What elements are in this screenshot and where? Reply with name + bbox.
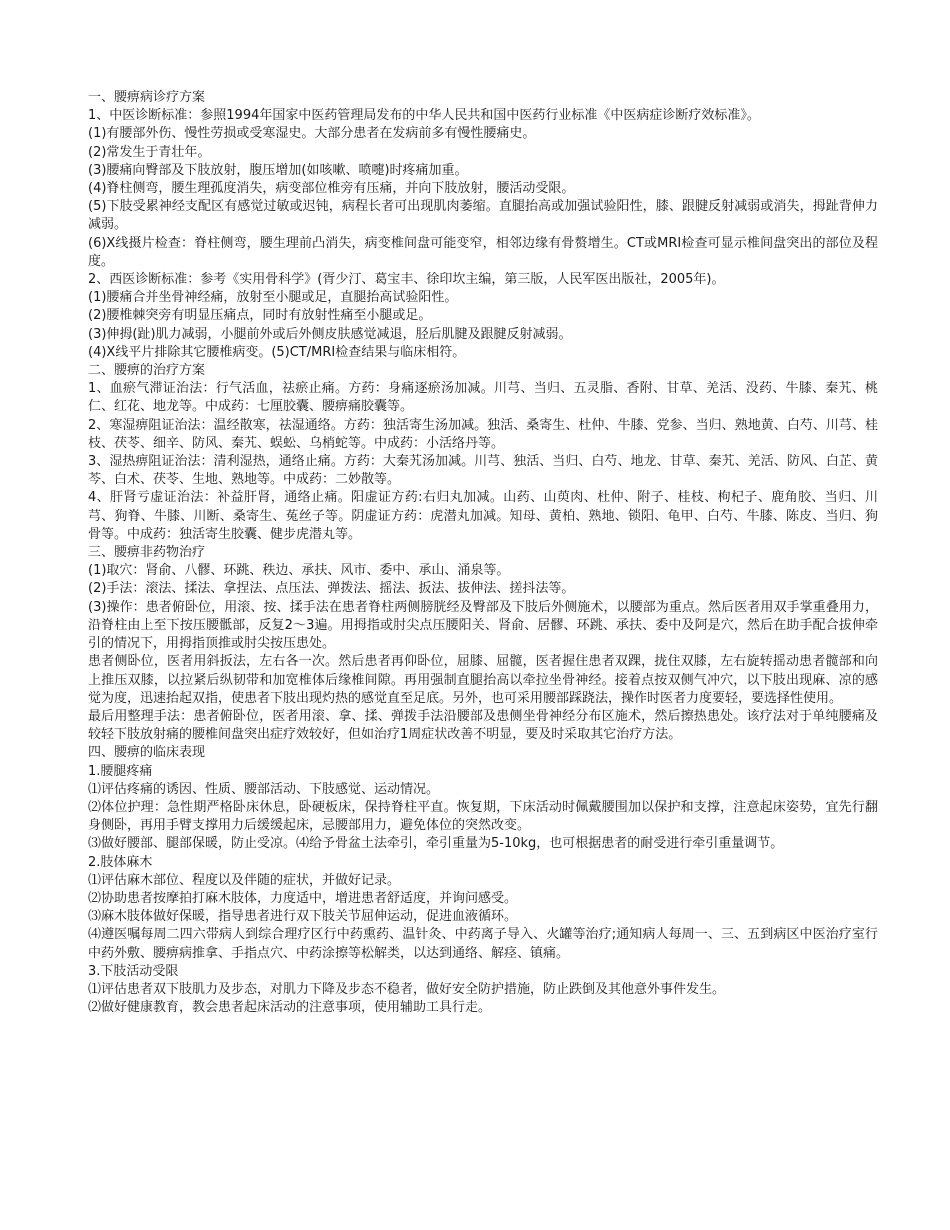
- paragraph: 最后用整理手法：患者俯卧位，医者用滚、拿、揉、弹拨手法沿腰部及患侧坐骨神经分布区施术，然后擦热患处。该疗法对于单纯腰痛及较轻下肢放射痛的腰椎间盘突出症疗效较好，但如治疗1周症状改善不明显，要及时采取其它治疗方法。: [88, 708, 878, 743]
- paragraph: (4)脊柱侧弯，腰生理孤度消失，病变部位椎旁有压痛，并向下肢放射，腰活动受限。: [88, 181, 575, 197]
- paragraph: (3)操作：患者俯卧位，用滚、按、揉手法在患者脊柱两侧膀胱经及臀部及下肢后外侧施术，以腰部为重点。然后医者用双手掌重叠用力，沿脊柱由上至下按压腰骶部，反复2～3遍。用拇指或肘尖点压腰阳关、肾俞、居髎、环跳、承扶、委中及阿是穴，然后在助手配合拔伸牵引的情况下，用拇指顶推或肘尖按压患处。: [88, 599, 878, 652]
- paragraph: (5)下肢受累神经支配区有感觉过敏或迟钝，病程长者可出现肌肉萎缩。直腿抬高或加强试验阳性，膝、跟腱反射减弱或消失，拇趾背伸力减弱。: [88, 199, 878, 233]
- subsection-heading: 3.下肢活动受限: [88, 963, 179, 979]
- paragraph: ⑴评估疼痛的诱因、性质、腰部活动、下肢感觉、运动情况。: [88, 781, 440, 797]
- paragraph: (3)伸拇(趾)肌力减弱，小腿前外或后外侧皮肤感觉减退，胫后肌腱及跟腱反射减弱。: [88, 326, 572, 342]
- section-heading-2: 二、腰痹的治疗方案: [88, 363, 206, 379]
- paragraph: (2)腰椎棘突旁有明显压痛点，同时有放射性痛至小腿或足。: [88, 308, 432, 324]
- paragraph: ⑴评估麻木部位、程度以及伴随的症状，并做好记录。: [88, 872, 401, 888]
- paragraph: (2)常发生于青壮年。: [88, 144, 211, 160]
- paragraph: ⑶做好腰部、腿部保暖，防止受凉。⑷给予骨盆土法牵引，牵引重量为5-10kg，也可根据患者的耐受进行牵引重量调节。: [88, 836, 784, 852]
- paragraph: 2、寒湿痹阻证治法：温经散寒，祛湿通络。方药：独活寄生汤加减。独活、桑寄生、杜仲、牛膝、党参、当归、熟地黄、白芍、川芎、桂枝、茯苓、细辛、防风、秦艽、蜈蚣、乌梢蛇等。中成药：小活络丹等。: [88, 417, 878, 451]
- subsection-heading: 2.肢体麻木: [88, 854, 153, 870]
- paragraph: (1)取穴：肾俞、八髎、环跳、秩边、承扶、风市、委中、承山、涌泉等。: [88, 563, 510, 579]
- paragraph: 4、肝肾亏虚证治法：补益肝肾，通络止痛。阳虚证方药:右归丸加减。山药、山萸肉、杜仲、附子、桂枝、枸杞子、鹿角胶、当归、川芎、狗脊、牛膝、川断、桑寄生、菟丝子等。阴虚证方药：虎潜丸加减。知母、黄柏、熟地、锁阳、龟甲、白芍、牛膝、陈皮、当归、狗骨等。中成药：独活寄生胶囊、健步虎潜丸等。: [88, 490, 878, 542]
- paragraph: (2)手法：滚法、揉法、拿捏法、点压法、弹拨法、摇法、扳法、拔伸法、搓抖法等。: [88, 581, 575, 597]
- subsection-heading: 1.腰腿疼痛: [88, 763, 153, 779]
- paragraph: (1)腰痛合并坐骨神经痛，放射至小腿或足，直腿抬高试验阳性。: [88, 290, 458, 306]
- paragraph: ⑵做好健康教育，教会患者起床活动的注意事项，使用辅助工具行走。: [88, 1000, 492, 1016]
- paragraph: ⑷遵医嘱每周二四六带病人到综合理疗区行中药熏药、温针灸、中药离子导入、火罐等治疗;通知病人每周一、三、五到病区中医治疗室行中药外敷、腰痹病推拿、手指点穴、中药涂擦等松解类，以达到通络、解痉、镇痛。: [88, 927, 878, 961]
- paragraph: ⑶麻木肢体做好保暖，指导患者进行双下肢关节屈伸运动，促进血液循环。: [88, 909, 518, 925]
- paragraph: (1)有腰部外伤、慢性劳损或受寒湿史。大部分患者在发病前多有慢性腰痛史。: [88, 126, 536, 142]
- paragraph: ⑵体位护理：急性期严格卧床休息，卧硬板床，保持脊柱平直。恢复期，下床活动时佩戴腰围加以保护和支撑，注意起床姿势，宜先行翻身侧卧，再用手臂支撑用力后缓缓起床，忌腰部用力，避免体位的突然改变。: [88, 799, 878, 834]
- paragraph: ⑴评估患者双下肢肌力及步态，对肌力下降及步态不稳者，做好安全防护措施，防止跌倒及其他意外事件发生。: [88, 981, 726, 997]
- paragraph: 1、血瘀气滞证治法：行气活血，祛瘀止痛。方药：身痛逐瘀汤加减。川芎、当归、五灵脂、香附、甘草、羌活、没药、牛膝、秦艽、桃仁、红花、地龙等。中成药：七厘胶囊、腰痹痛胶囊等。: [88, 381, 878, 415]
- document-page: [88, 89, 878, 1017]
- section-heading-3: 三、腰痹非药物治疗: [88, 545, 206, 561]
- paragraph: 患者侧卧位，医者用斜扳法，左右各一次。然后患者再仰卧位，屈膝、屈髋，医者握住患者双踝，拢住双膝，左右旋转摇动患者髋部和向上推压双膝，以拉紧后纵韧带和加宽椎体后缘椎间隙。再用强制直腿抬高以牵拉坐骨神经。接着点按双侧气冲穴，以下肢出现麻、凉的感觉为度，迅速抬起双指，使患者下肢出现灼热的感觉直至足底。另外，也可采用腰部踩跷法，操作时医者力度要轻，要选择性使用。: [88, 654, 878, 706]
- paragraph: 1、中医诊断标准：参照1994年国家中医药管理局发布的中华人民共和国中医药行业标准《中医病症诊断疗效标准》。: [88, 108, 760, 124]
- paragraph: (4)X线平片排除其它腰椎病变。(5)CT/MRI检查结果与临床相符。: [88, 344, 466, 360]
- paragraph: (6)X线摄片检查：脊柱侧弯，腰生理前凸消失，病变椎间盘可能变窄，相邻边缘有骨赘增生。CT或MRI检查可显示椎间盘突出的部位及程度。: [88, 235, 878, 269]
- paragraph: 2、西医诊断标准：参考《实用骨科学》(胥少汀、葛宝丰、徐印坎主编，第三版，人民军医出版社，2005年)。: [88, 272, 725, 288]
- paragraph: ⑵协助患者按摩拍打麻木肢体，力度适中，增进患者舒适度，并询问感受。: [88, 890, 518, 906]
- section-heading-1: 一、腰痹病诊疗方案: [88, 90, 206, 105]
- paragraph: (3)腰痛向臀部及下肢放射，腹压增加(如咳嗽、喷嚏)时疼痛加重。: [88, 162, 468, 178]
- section-heading-4: 四、腰痹的临床表现: [88, 745, 206, 761]
- paragraph: 3、湿热痹阻证治法：清利湿热，通络止痛。方药：大秦艽汤加减。川芎、独活、当归、白芍、地龙、甘草、秦艽、羌活、防风、白芷、黄芩、白术、茯苓、生地、熟地等。中成药：二妙散等。: [88, 454, 878, 488]
